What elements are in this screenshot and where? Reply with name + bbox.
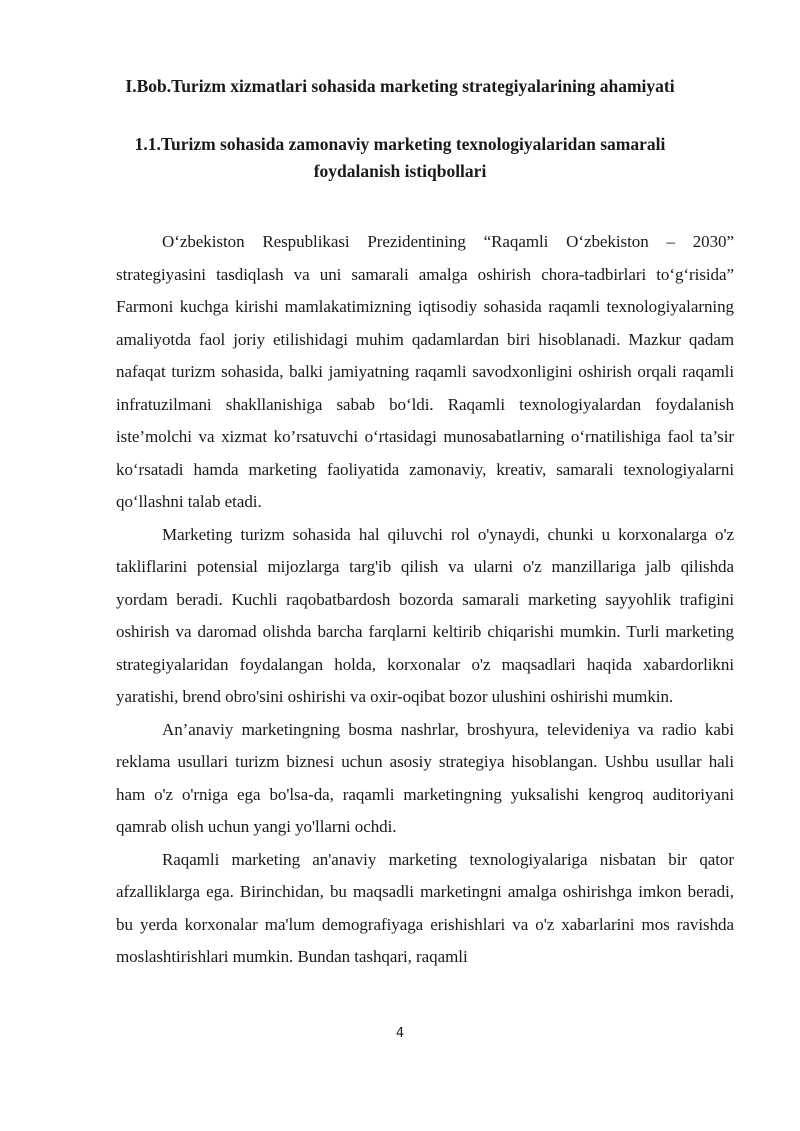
paragraph-4: Raqamli marketing an'anaviy marketing texnologiyalariga nisbatan bir qator afzalliklarga ega. Birinchidan, bu maqsadli marketingni amalga oshirishga imkon beradi, bu yerda korxonalar ma'lum demografiyaga erishishlari va o'z xabarlarini mos ravishda moslashtirishlari mumkin. Bundan tashqari, raqamli bbox=[116, 849, 734, 966]
body-text bbox=[116, 226, 734, 974]
chapter-title: I.Bob.Turizm xizmatlari sohasida marketing strategiyalarining ahamiyati bbox=[125, 76, 675, 96]
section-title: 1.1.Turizm sohasida zamonaviy marketing texnologiyalaridan samarali foydalanish istiqbollari bbox=[134, 134, 666, 181]
paragraph-1: O‘zbekiston Respublikasi Prezidentining “Raqamli O‘zbekiston – 2030” strategiyasini tasdiqlash va uni samarali amalga oshirish chora-tadbirlari to‘g‘risida” Farmoni kuchga kirishi mamlakatimizning iqtisodiy sohasida raqamli texnologiyalarning amaliyotda faol joriy etilishidagi muhim qadamlardan biri hisoblanadi. Mazkur qadam nafaqat turizm sohasida, balki jamiyatning raqamli savodxonligini oshirish orqali raqamli infratuzilmani shakllanishiga sabab bo‘ldi. Raqamli texnologiyalardan foydalanish iste’molchi va xizmat ko’rsatuvchi o‘rtasidagi munosabatlarning o‘rnatilishiga faol ta’sir ko‘rsatadi hamda marketing faoliyatida zamonaviy, kreativ, samarali texnologiyalarni qo‘llashni talab etadi. bbox=[116, 232, 734, 511]
paragraph-2: Marketing turizm sohasida hal qiluvchi rol o'ynaydi, chunki u korxonalarga o'z takliflarini potensial mijozlarga targ'ib qilish va ularni o'z manzillariga jalb qilishda yordam beradi. Kuchli raqobatbardosh bozorda samarali marketing sayyohlik trafigini oshirish va daromad olishda barcha farqlarni keltirib chiqarishi mumkin. Turli marketing strategiyalaridan foydalangan holda, korxonalar o'z maqsadlari haqida xabardorlikni yaratishi, brend obro'sini oshirishi va oxir-oqibat bozor ulushini oshirishi mumkin. bbox=[116, 524, 734, 706]
paragraph-3: An’anaviy marketingning bosma nashrlar, broshyura, televideniya va radio kabi reklama usullari turizm biznesi uchun asosiy strategiya hisoblangan. Ushbu usullar hali ham o'z o'rniga ega bo'lsa-da, raqamli marketingning yuksalishi kengroq auditoriyani qamrab olish uchun yangi yo'llarni ochdi. bbox=[116, 719, 734, 836]
page-number: 4 bbox=[395, 1026, 405, 1041]
